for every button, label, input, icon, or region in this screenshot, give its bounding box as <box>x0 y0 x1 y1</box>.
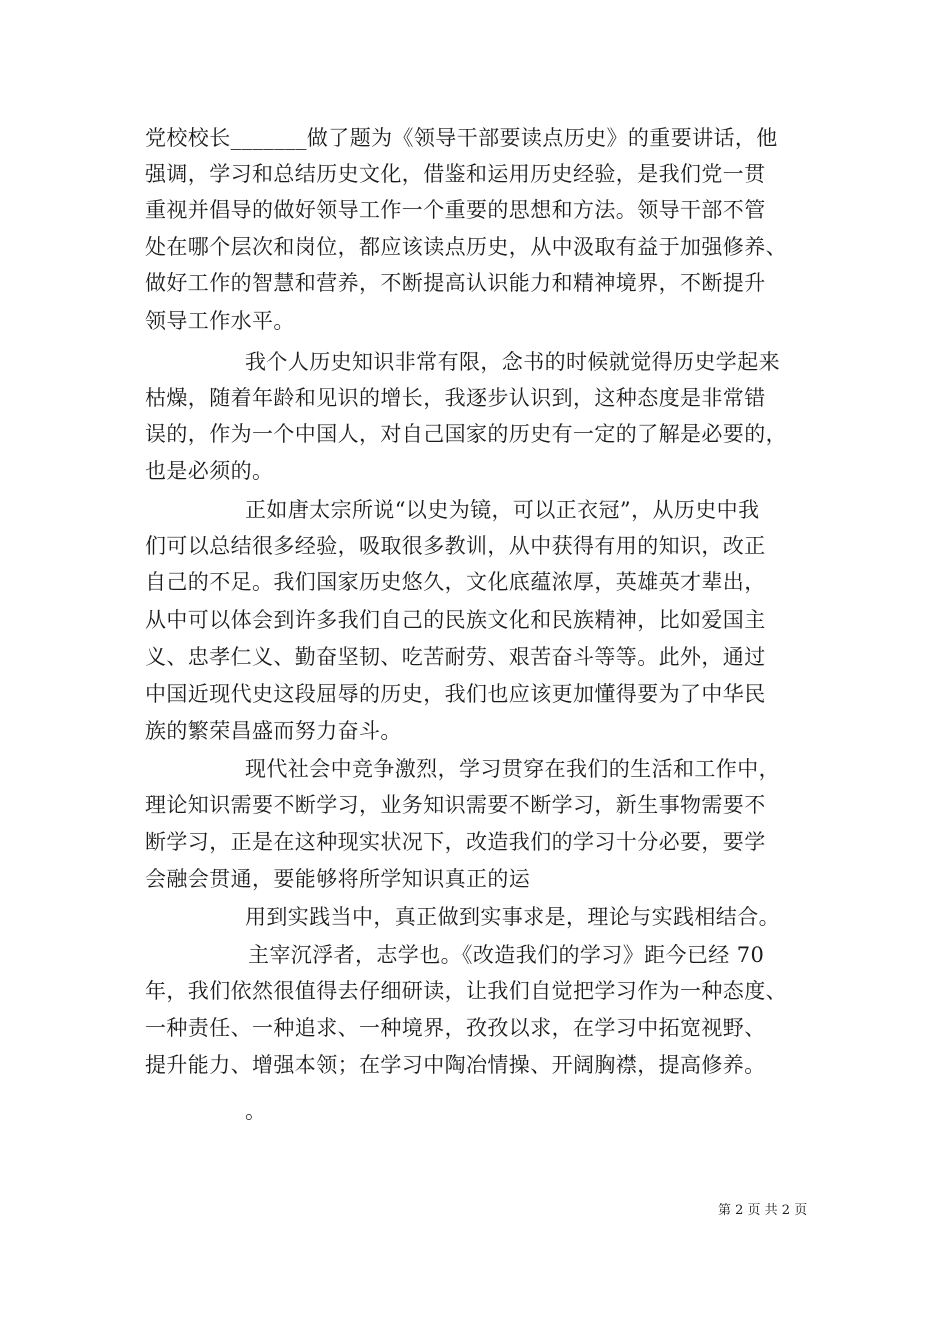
paragraph-1-line-5: 做好工作的智慧和营养，不断提高认识能力和精神境界，不断提升 <box>145 271 766 295</box>
paragraph-3-line-1: 正如唐太宗所说“以史为镜，可以正衣冠”，从历史中我 <box>245 498 760 522</box>
paragraph-1-line-2: 强调，学习和总结历史文化，借鉴和运用历史经验，是我们党一贯 <box>145 162 766 186</box>
paragraph-4-line-4: 会融会贯通，要能够将所学知识真正的运 <box>145 867 531 891</box>
paragraph-4-line-1: 现代社会中竞争激烈，学习贯穿在我们的生活和工作中， <box>245 757 780 781</box>
paragraph-3-line-3: 自己的不足。我们国家历史悠久，文化底蕴浓厚，英雄英才辈出， <box>145 570 766 594</box>
paragraph-1-line-3: 重视并倡导的做好领导工作一个重要的思想和方法。领导干部不管 <box>145 198 766 222</box>
paragraph-6-line-2: 年，我们依然很值得去仔细研读，让我们自觉把学习作为一种态度、 <box>145 979 787 1003</box>
paragraph-4-line-3: 断学习，正是在这种现实状况下，改造我们的学习十分必要，要学 <box>145 830 766 854</box>
paragraph-2-line-3: 误的，作为一个中国人，对自己国家的历史有一定的了解是必要的， <box>145 422 787 446</box>
paragraph-6-line-3: 一种责任、一种追求、一种境界，孜孜以求，在学习中拓宽视野、 <box>145 1016 766 1040</box>
paragraph-1-line-1: 党校校长_______做了题为《领导干部要读点历史》的重要讲话，他 <box>145 126 778 150</box>
paragraph-1-line-6: 领导工作水平。 <box>145 309 295 333</box>
trailing-punctuation: 。 <box>245 1099 267 1123</box>
paragraph-2-line-4: 也是必须的。 <box>145 459 274 483</box>
paragraph-6-line-4: 提升能力、增强本领；在学习中陶冶情操、开阔胸襟，提高修养。 <box>145 1053 766 1077</box>
paragraph-3-line-2: 们可以总结很多经验，吸取很多教训，从中获得有用的知识，改正 <box>145 534 766 558</box>
paragraph-1-line-4: 处在哪个层次和岗位，都应该读点历史，从中汲取有益于加强修养、 <box>145 235 787 259</box>
paragraph-2-line-1: 我个人历史知识非常有限，念书的时候就觉得历史学起来 <box>245 350 780 374</box>
paragraph-6-line-1: 主宰沉浮者，志学也。《改造我们的学习》距今已经 70 <box>248 943 765 967</box>
paragraph-3-line-5: 义、忠孝仁义、勤奋坚韧、吃苦耐劳、艰苦奋斗等等。此外，通过 <box>145 645 766 669</box>
paragraph-4-line-2: 理论知识需要不断学习，业务知识需要不断学习，新生事物需要不 <box>145 793 766 817</box>
paragraph-3-line-6: 中国近现代史这段屈辱的历史，我们也应该更加懂得要为了中华民 <box>145 682 766 706</box>
paragraph-2-line-2: 枯燥，随着年龄和见识的增长，我逐步认识到，这种态度是非常错 <box>145 386 766 410</box>
paragraph-3-line-4: 从中可以体会到许多我们自己的民族文化和民族精神，比如爱国主 <box>145 608 766 632</box>
page-number-footer: 第 2 页 共 2 页 <box>718 1203 808 1218</box>
paragraph-3-line-7: 族的繁荣昌盛而努力奋斗。 <box>145 719 402 743</box>
paragraph-5-line-1: 用到实践当中，真正做到实事求是，理论与实践相结合。 <box>245 905 780 929</box>
